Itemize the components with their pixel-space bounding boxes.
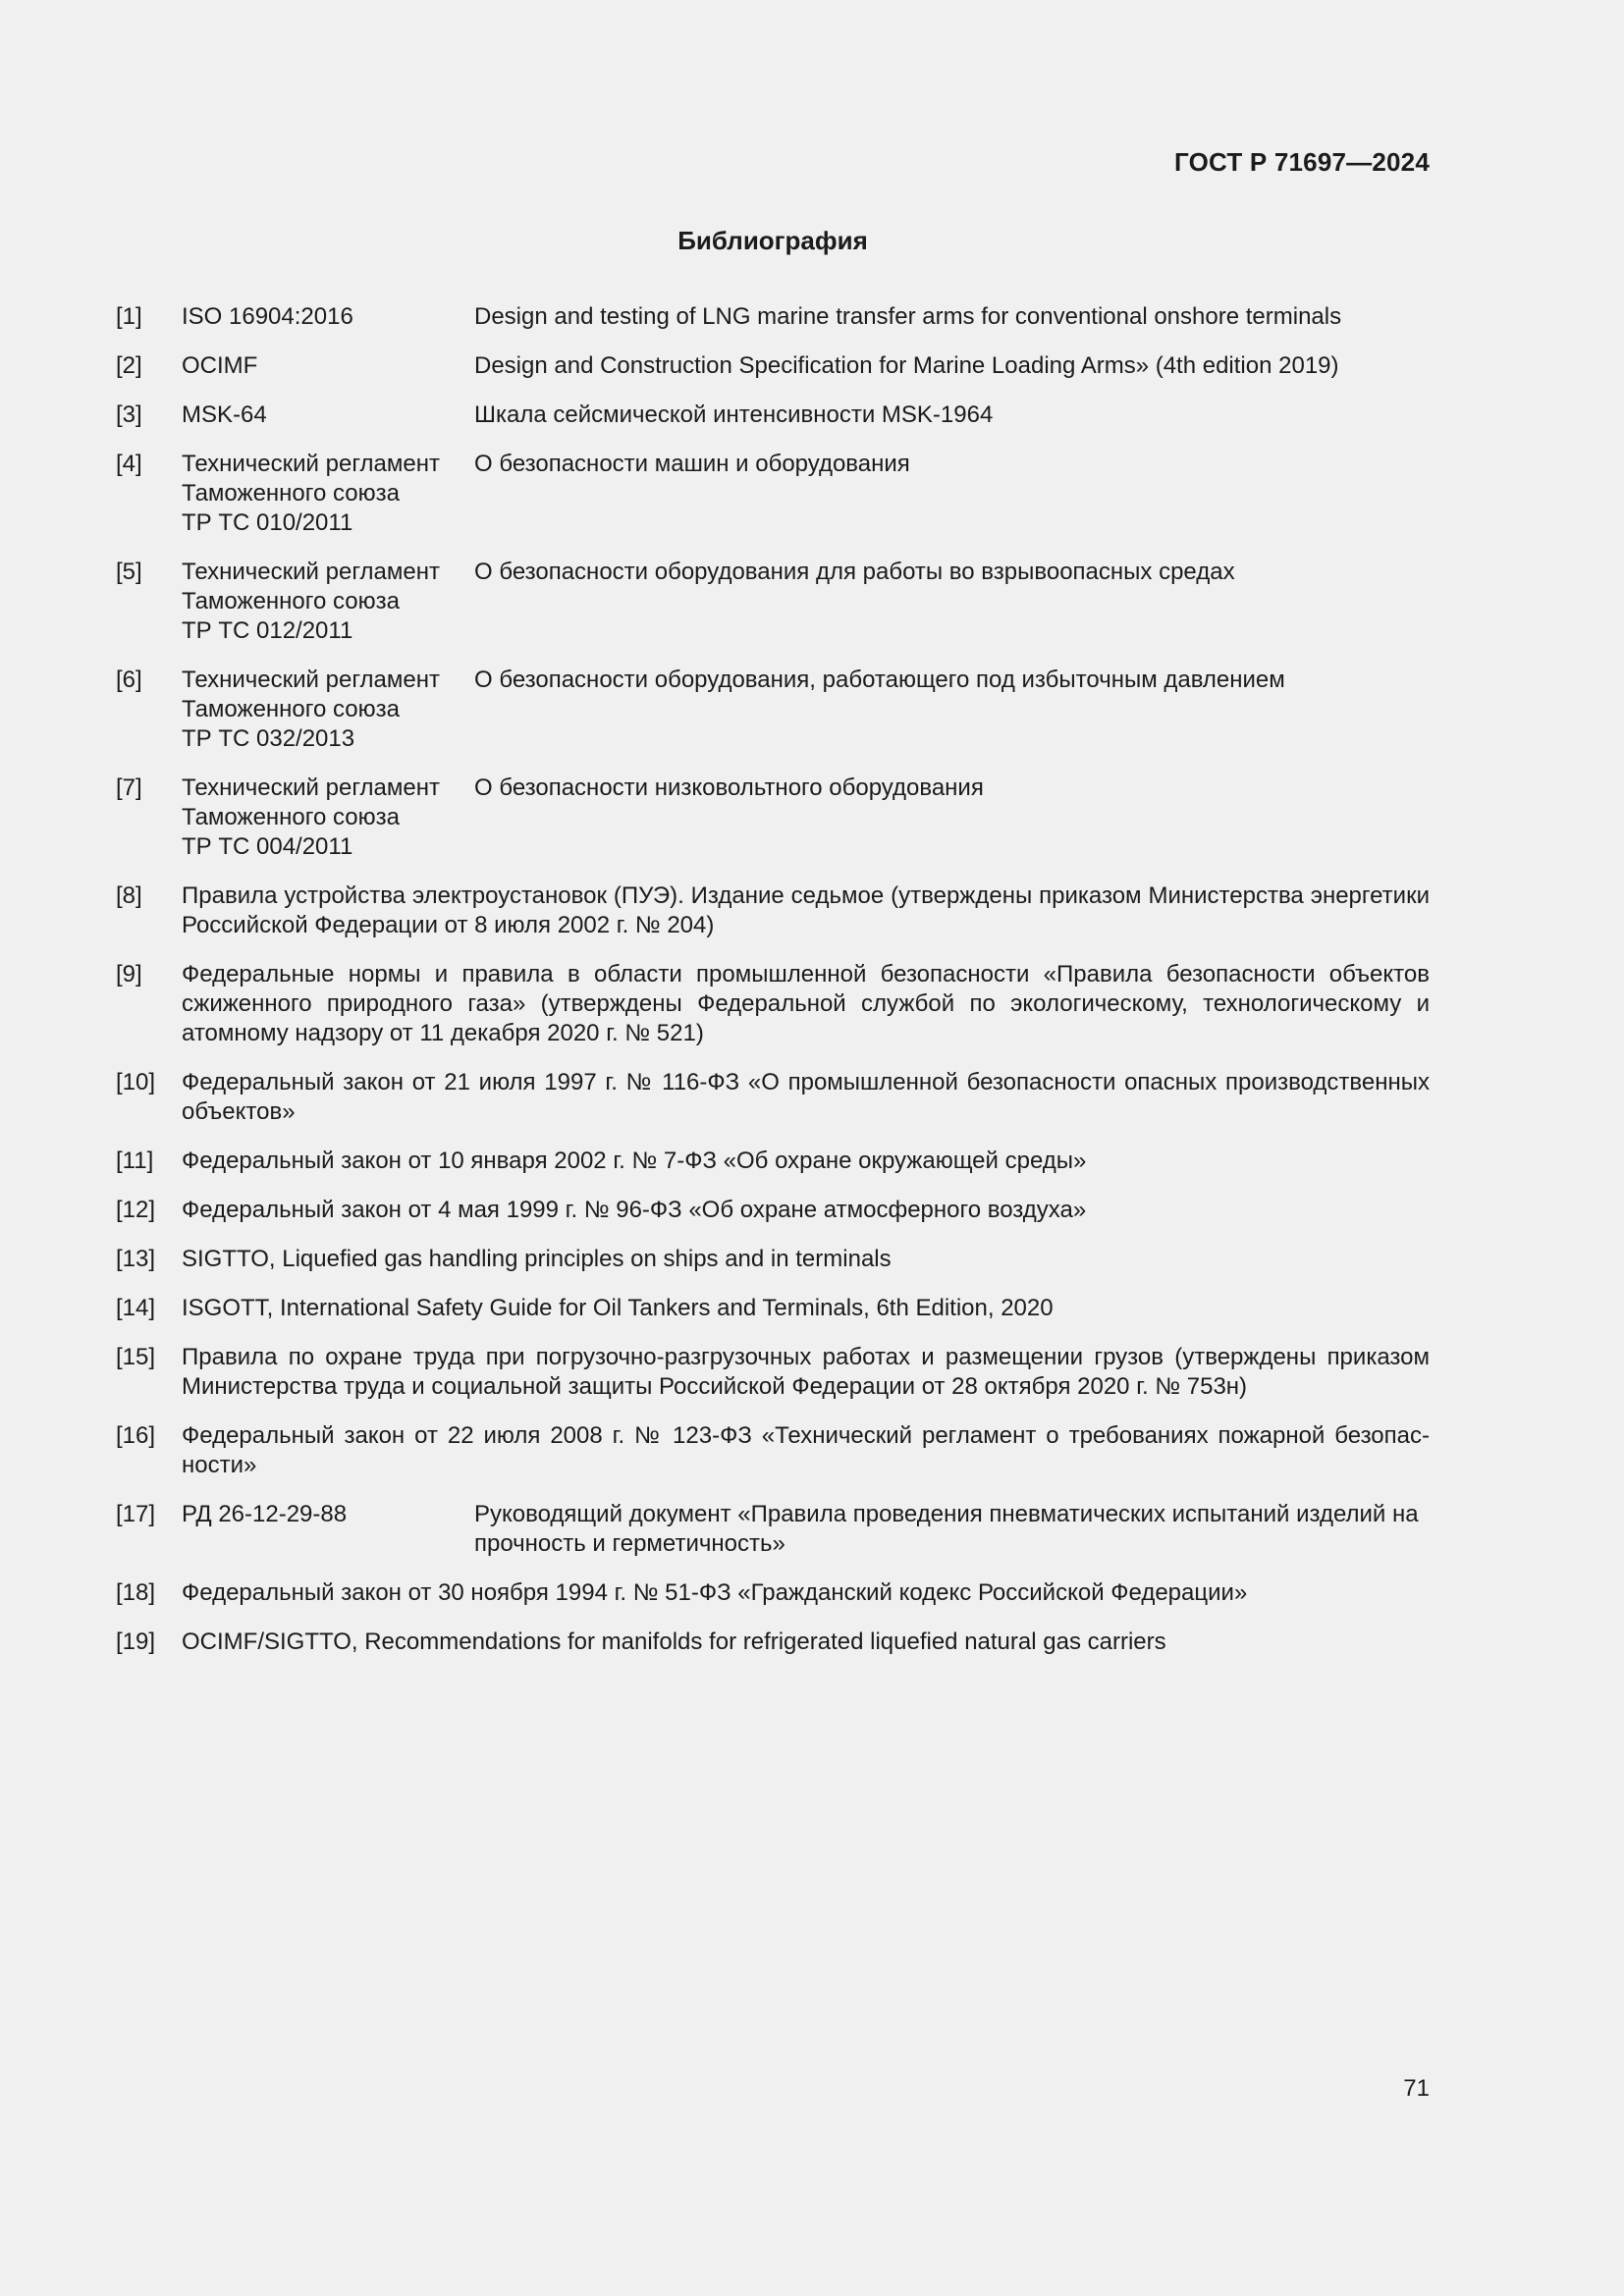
entry-text: Федеральный закон от 30 ноября 1994 г. № 51-ФЗ «Гражданский кодекс Российской Федерации» xyxy=(182,1579,1248,1606)
entry-title: О безопасности низковольтного оборудования xyxy=(474,774,984,801)
entry-text: Правила устройства электроустановок (ПУЭ). Издание седьмое (утверждены приказом Министерства энергетики Российской Федерации от 8 июля 2002 г. № 204) xyxy=(182,882,1430,938)
entry-number: [7] xyxy=(116,774,142,801)
bibliography-entry-9 xyxy=(116,960,1430,1048)
entry-number: [8] xyxy=(116,882,142,909)
entry-text: Федеральный закон от 4 мая 1999 г. № 96-ФЗ «Об охране атмосферного воздуха» xyxy=(182,1197,1087,1223)
bibliography-entry-6 xyxy=(116,666,1430,754)
entry-text: Федеральный закон от 22 июля 2008 г. № 123-ФЗ «Технический регламент о требованиях пожарной безопасности» xyxy=(182,1422,1430,1478)
entry-text: OCIMF/SIGTTO, Recommendations for manifolds for refrigerated liquefied natural gas carriers xyxy=(182,1629,1166,1655)
entry-code-line: OCIMF xyxy=(182,352,258,379)
entry-number: [6] xyxy=(116,667,142,693)
bibliography-entry-14 xyxy=(116,1294,1430,1323)
entry-number: [5] xyxy=(116,559,142,585)
entry-code-line: ISO 16904:2016 xyxy=(182,303,353,330)
bibliography-entry-8 xyxy=(116,881,1430,940)
entry-text: Федеральный закон от 21 июля 1997 г. № 116-ФЗ «О промышленной безопасности опасных производственных объектов» xyxy=(182,1069,1430,1125)
entry-code-line: Технический регламент xyxy=(182,451,440,477)
entry-number: [15] xyxy=(116,1344,156,1370)
entry-number: [10] xyxy=(116,1069,156,1095)
entry-code xyxy=(182,302,474,332)
entry-title: Design and testing of LNG marine transfer arms for conventional onshore terminals xyxy=(474,303,1342,330)
bibliography-entry-7 xyxy=(116,774,1430,862)
entry-title: О безопасности оборудования, работающего под избыточным давлением xyxy=(474,667,1285,693)
bibliography-entry-12 xyxy=(116,1196,1430,1225)
bibliography-list xyxy=(116,302,1430,1677)
bibliography-entry-13 xyxy=(116,1245,1430,1274)
entry-code-line: ТР ТС 004/2011 xyxy=(182,833,353,860)
entry-number: [16] xyxy=(116,1422,156,1449)
entry-number: [11] xyxy=(116,1148,154,1174)
entry-number: [3] xyxy=(116,401,142,428)
bibliography-entry-1 xyxy=(116,302,1430,332)
entry-title: Design and Construction Specification for Marine Loading Arms» (4th edition 2019) xyxy=(474,352,1339,379)
entry-code-line: Таможенного союза xyxy=(182,480,400,507)
entry-code xyxy=(182,351,474,381)
entry-code-line: Таможенного союза xyxy=(182,588,400,614)
entry-number: [19] xyxy=(116,1629,156,1655)
entry-code-line: MSK-64 xyxy=(182,401,267,428)
entry-number: [2] xyxy=(116,352,142,379)
entry-code xyxy=(182,558,474,646)
entry-text: Федеральные нормы и правила в области промышленной безопасности «Правила безопасности объектов сжиженного природного газа» (утверждены Федеральной службой по экологическому, технологическому и атомному надзору от 11 декабря 2020 г. № 521) xyxy=(182,961,1430,1046)
entry-number: [12] xyxy=(116,1197,156,1223)
entry-title: О безопасности машин и оборудования xyxy=(474,451,910,477)
entry-text: Правила по охране труда при погрузочно-разгрузочных работах и размещении грузов (утверждены приказом Министерства труда и социальной защиты Российской Федерации от 28 октября 2020 г. № 753н) xyxy=(182,1344,1430,1400)
entry-number: [1] xyxy=(116,303,142,330)
entry-code-line: ТР ТС 032/2013 xyxy=(182,725,355,752)
entry-code xyxy=(182,400,474,430)
bibliography-entry-10 xyxy=(116,1068,1430,1127)
entry-code-line: Таможенного союза xyxy=(182,804,400,830)
entry-number: [4] xyxy=(116,451,142,477)
entry-title: Руководящий документ «Правила проведения пневматических испытаний изделий на прочность и герметичность» xyxy=(474,1501,1419,1557)
entry-code-line: ТР ТС 010/2011 xyxy=(182,509,353,536)
entry-title: О безопасности оборудования для работы во взрывоопасных средах xyxy=(474,559,1235,585)
entry-code-line: Технический регламент xyxy=(182,667,440,693)
section-title: Библиография xyxy=(677,226,868,255)
entry-number: [9] xyxy=(116,961,142,988)
entry-code xyxy=(182,774,474,862)
bibliography-entry-11 xyxy=(116,1147,1430,1176)
entry-text: SIGTTO, Liquefied gas handling principles on ships and in terminals xyxy=(182,1246,892,1272)
bibliography-entry-3 xyxy=(116,400,1430,430)
entry-text: ISGOTT, International Safety Guide for Oil Tankers and Terminals, 6th Edition, 2020 xyxy=(182,1295,1054,1321)
bibliography-entry-16 xyxy=(116,1421,1430,1480)
bibliography-entry-5 xyxy=(116,558,1430,646)
bibliography-entry-2 xyxy=(116,351,1430,381)
entry-title: Шкала сейсмической интенсивности MSK-1964 xyxy=(474,401,994,428)
entry-code-line: РД 26-12-29-88 xyxy=(182,1501,348,1527)
entry-code-line: Технический регламент xyxy=(182,774,440,801)
bibliography-entry-4 xyxy=(116,450,1430,538)
entry-number: [13] xyxy=(116,1246,156,1272)
document-code: ГОСТ Р 71697—2024 xyxy=(1174,147,1430,177)
entry-code-line: Таможенного союза xyxy=(182,696,400,722)
bibliography-entry-18 xyxy=(116,1578,1430,1608)
bibliography-entry-17 xyxy=(116,1500,1430,1559)
entry-number: [18] xyxy=(116,1579,156,1606)
entry-code xyxy=(182,666,474,754)
entry-code-line: Технический регламент xyxy=(182,559,440,585)
entry-code xyxy=(182,450,474,538)
entry-number: [17] xyxy=(116,1501,156,1527)
bibliography-entry-19 xyxy=(116,1628,1430,1657)
entry-text: Федеральный закон от 10 января 2002 г. № 7-ФЗ «Об охране окружающей среды» xyxy=(182,1148,1087,1174)
entry-number: [14] xyxy=(116,1295,156,1321)
page-number: 71 xyxy=(1403,2075,1430,2102)
bibliography-entry-15 xyxy=(116,1343,1430,1402)
entry-code-line: ТР ТС 012/2011 xyxy=(182,617,353,644)
entry-code xyxy=(182,1500,474,1529)
